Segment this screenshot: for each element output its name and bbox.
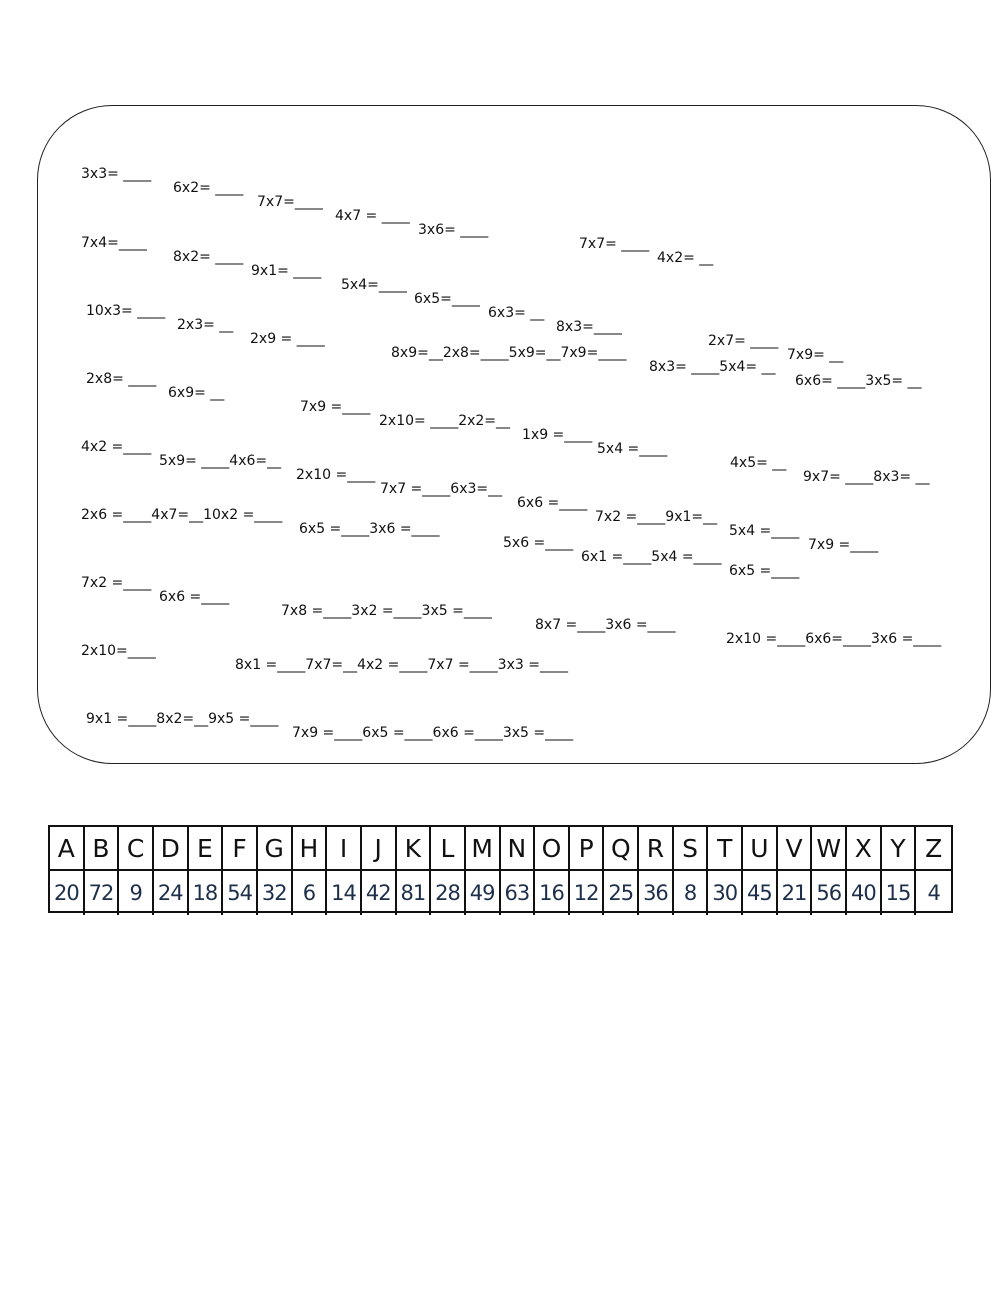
equation-line-9 — [86, 698, 574, 741]
equation: 2x10= ____2x2=__ — [379, 413, 511, 429]
equation: 7x7=____ — [257, 194, 323, 210]
number-cell: 36 — [639, 871, 674, 915]
letter-cell: D — [154, 827, 189, 871]
equation: 2x10=____ — [81, 643, 156, 659]
number-cell: 63 — [501, 871, 536, 915]
equation: 7x9 =____ — [300, 399, 371, 415]
letter-cell: W — [812, 827, 847, 871]
letter-cell: U — [743, 827, 778, 871]
letter-cell: R — [639, 827, 674, 871]
equation: 5x4=____ — [341, 277, 407, 293]
letter-cell: V — [778, 827, 813, 871]
equation: 7x8 =____3x2 =____3x5 =____ — [281, 603, 492, 619]
equation: 4x2 =____ — [81, 439, 152, 455]
number-cell: 32 — [258, 871, 293, 915]
number-cell: 54 — [223, 871, 258, 915]
equation: 2x7= ____ — [708, 333, 779, 349]
equation: 6x5=____ — [414, 291, 480, 307]
equation: 7x7 =____6x3=__ — [380, 481, 503, 497]
equation: 5x6 =____ — [503, 535, 574, 551]
equation: 5x9= ____4x6=__ — [159, 453, 282, 469]
equation: 5x4 =____ — [597, 441, 668, 457]
equation: 2x3= __ — [177, 317, 234, 333]
letter-cell: X — [847, 827, 882, 871]
number-cell: 40 — [847, 871, 882, 915]
number-cell: 30 — [708, 871, 743, 915]
equation: 4x2= __ — [657, 250, 714, 266]
equation: 7x9= __ — [787, 347, 844, 363]
letter-cell: P — [570, 827, 605, 871]
letter-cell: O — [535, 827, 570, 871]
number-cell: 81 — [397, 871, 432, 915]
number-cell: 21 — [778, 871, 813, 915]
letter-code-table — [48, 825, 953, 913]
equation: 10x3= ____ — [86, 303, 166, 319]
letter-cell: J — [362, 827, 397, 871]
letter-cell: I — [327, 827, 362, 871]
number-cell: 25 — [604, 871, 639, 915]
equation: 7x9 =____6x5 =____6x6 =____3x5 =____ — [292, 725, 574, 741]
letter-cell: F — [223, 827, 258, 871]
letter-cell: B — [85, 827, 120, 871]
letter-cell: T — [708, 827, 743, 871]
equation: 6x6= ____3x5= __ — [795, 373, 922, 389]
equation: 8x3= ____5x4= __ — [649, 359, 776, 375]
equation: 4x7 = ____ — [335, 208, 410, 224]
letter-cell: Z — [916, 827, 951, 871]
equation: 3x3= ____ — [81, 166, 152, 182]
equation: 6x5 =____3x6 =____ — [299, 521, 440, 537]
equation: 7x9 =____ — [808, 537, 879, 553]
number-cell: 12 — [570, 871, 605, 915]
equation: 6x3= __ — [488, 305, 545, 321]
equation: 1x9 =____ — [522, 427, 593, 443]
equation: 2x8= ____ — [86, 371, 157, 387]
number-cell: 45 — [743, 871, 778, 915]
number-cell: 4 — [927, 881, 940, 905]
equation: 5x4 =____ — [729, 523, 800, 539]
letter-cell: Y — [882, 827, 917, 871]
equation: 6x6 =____ — [159, 589, 230, 605]
equation: 2x10 =____6x6=____3x6 =____ — [726, 631, 942, 647]
number-cell: 42 — [362, 871, 397, 915]
equation: 9x1= ____ — [251, 263, 322, 279]
equation: 7x2 =____9x1=__ — [595, 509, 718, 525]
equation: 7x2 =____ — [81, 575, 152, 591]
letter-cell: L — [431, 827, 466, 871]
equation: 2x9 = ____ — [250, 331, 325, 347]
equation: 8x3=____ — [556, 319, 622, 335]
number-cell: 9 — [119, 871, 154, 915]
equation: 6x5 =____ — [729, 563, 800, 579]
equation: 8x2= ____ — [173, 249, 244, 265]
equation: 9x1 =____8x2=__9x5 =____ — [86, 711, 279, 727]
number-cell: 24 — [154, 871, 189, 915]
equation: 6x9= __ — [168, 385, 225, 401]
number-cell: 8 — [674, 871, 709, 915]
number-cell: 18 — [189, 871, 224, 915]
equation: 8x1 =____7x7=__4x2 =____7x7 =____3x3 =____ — [235, 657, 568, 673]
letter-cell: S — [674, 827, 709, 871]
number-cell: 14 — [327, 871, 362, 915]
equation: 7x7= ____ — [579, 236, 650, 252]
number-cell: 15 — [882, 871, 917, 915]
equation: 8x9=__2x8=____5x9=__7x9=____ — [391, 345, 627, 361]
letter-cell: K — [397, 827, 432, 871]
equation: 6x2= ____ — [173, 180, 244, 196]
number-cell: 20 — [50, 871, 85, 915]
equation: 3x6= ____ — [418, 222, 489, 238]
equation: 2x6 =____4x7=__10x2 =____ — [81, 507, 283, 523]
letter-cell: H — [293, 827, 328, 871]
equation: 9x7= ____8x3= __ — [803, 469, 930, 485]
letter-cell: A — [50, 827, 85, 871]
equation: 7x4=____ — [81, 235, 147, 251]
equation: 8x7 =____3x6 =____ — [535, 617, 676, 633]
number-cell: 16 — [535, 871, 570, 915]
number-cell: 72 — [85, 871, 120, 915]
number-cell: 6 — [293, 871, 328, 915]
letter-cell: E — [189, 827, 224, 871]
equation: 4x5= __ — [730, 455, 787, 471]
number-cell: 56 — [812, 871, 847, 915]
number-cell: 28 — [431, 871, 466, 915]
letter-cell: M — [466, 827, 501, 871]
letter-cell: N — [501, 827, 536, 871]
equation: 6x1 =____5x4 =____ — [581, 549, 722, 565]
letter-cell: Q — [604, 827, 639, 871]
letter-cell: C — [119, 827, 154, 871]
number-cell: 49 — [466, 871, 501, 915]
letter-cell: G — [258, 827, 293, 871]
equation-line-8 — [81, 630, 568, 673]
equation: 2x10 =____ — [296, 467, 376, 483]
equation: 6x6 =____ — [517, 495, 588, 511]
